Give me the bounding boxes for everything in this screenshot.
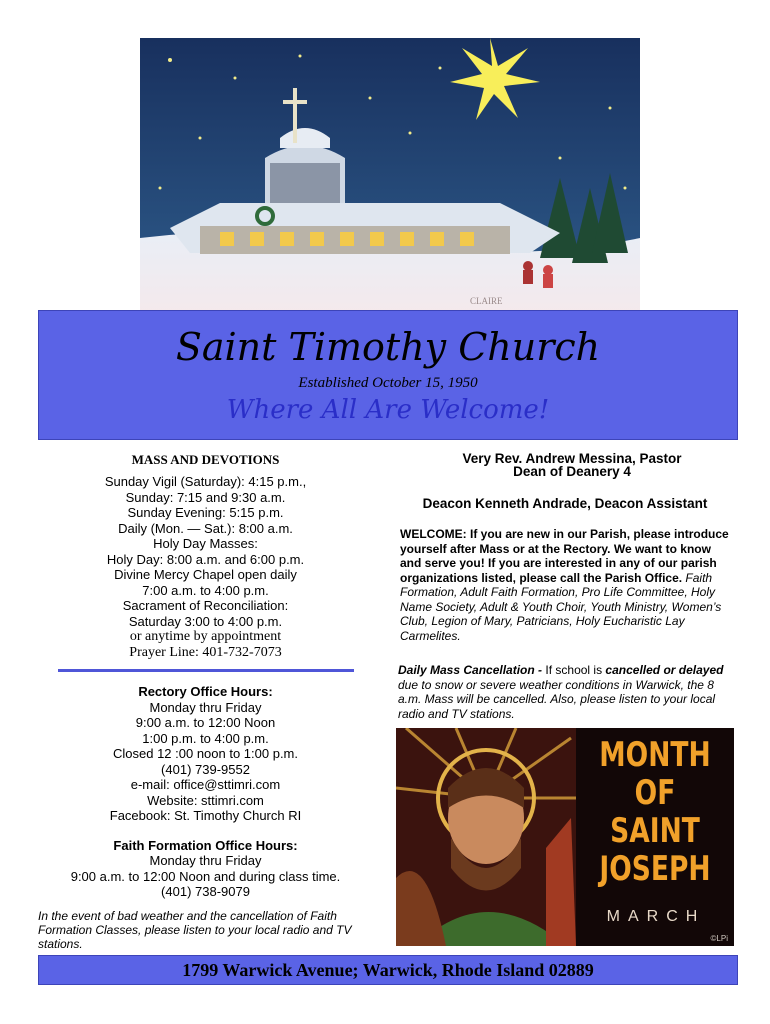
mass-heading: MASS AND DEVOTIONS <box>131 452 280 467</box>
cancellation-text-b: due to snow or severe weather conditions in Warwick, the 8 a.m. Mass will be cancelled. Also, please listen to your local radio and TV stations. <box>398 677 716 721</box>
welcome-paragraph <box>396 527 734 643</box>
mass-line: Saturday 3:00 to 4:00 p.m. <box>128 613 283 629</box>
mass-line: Sunday Vigil (Saturday): 4:15 p.m., <box>104 474 307 489</box>
welcome-organizations: Faith Formation, Adult Faith Formation, Pro Life Committee, Holy Name Society, Adult & Youth Choir, Youth Ministry, Women’s Club, Legion of Mary, Patricians, Holy Eucharistic Lay Carmelites. <box>400 570 722 643</box>
church-name: Saint Timothy Church <box>175 325 601 369</box>
section-divider <box>58 669 354 672</box>
rectory-line: Monday thru Friday <box>149 699 262 715</box>
faith-formation-heading: Faith Formation Office Hours: <box>113 837 298 853</box>
mass-line: Sacrament of Reconciliation: <box>122 598 289 613</box>
mass-line: Sunday Evening: 5:15 p.m. <box>127 505 284 520</box>
title-banner <box>38 310 738 440</box>
cancellation-bold: cancelled or delayed <box>605 663 724 677</box>
rectory-heading: Rectory Office Hours: <box>138 684 273 699</box>
welcome-bold-text: WELCOME: If you are new in our Parish, please introduce yourself after Mass or at the Rectory. We want to know and serve you! If you are interested in any of our parish organizations listed, please call the Parish Office. <box>400 527 729 585</box>
pastor-name: Very Rev. Andrew Messina, Pastor <box>462 451 682 466</box>
saint-joseph-title: MONTH OF SAINT JOSEPH <box>599 735 711 889</box>
rectory-facebook: Facebook: St. Timothy Church RI <box>109 808 302 823</box>
deacon-name: Deacon Kenneth Andrade, Deacon Assistant <box>422 496 708 511</box>
left-column <box>38 452 373 900</box>
rectory-line: 1:00 p.m. to 4:00 p.m. <box>142 730 269 746</box>
svg-text:CLAIRE: CLAIRE <box>470 296 503 306</box>
appointment-note: or anytime by appointment <box>129 629 282 644</box>
faith-formation-phone: (401) 738-9079 <box>161 884 250 899</box>
prayer-line: Prayer Line: 401-732-7073 <box>129 645 282 660</box>
address-footer: 1799 Warwick Avenue; Warwick, Rhode Island 02889 <box>38 955 738 985</box>
rectory-phone: (401) 739-9552 <box>161 761 250 777</box>
faith-formation-line: 9:00 a.m. to 12:00 Noon and during class time. <box>70 868 341 884</box>
cancellation-paragraph <box>396 663 734 721</box>
cancellation-text-a: If school is <box>545 663 606 677</box>
cancellation-lead: Daily Mass Cancellation - <box>398 663 546 677</box>
rectory-website: Website: sttimri.com <box>147 792 264 808</box>
mass-line: Daily (Mon. — Sat.): 8:00 a.m. <box>118 520 293 536</box>
mass-line: Holy Day: 8:00 a.m. and 6:00 p.m. <box>106 551 305 567</box>
mass-line: Sunday: 7:15 and 9:30 a.m. <box>125 489 286 505</box>
pastor-role: Dean of Deanery 4 <box>513 464 631 479</box>
mass-line: Holy Day Masses: <box>153 536 258 551</box>
image-credit: ©LPi <box>710 934 728 943</box>
mass-line: 7:00 a.m. to 4:00 p.m. <box>142 582 269 598</box>
tagline: Where All Are Welcome! <box>226 395 550 425</box>
rectory-email: e-mail: office@sttimri.com <box>130 777 281 792</box>
faith-formation-line: Monday thru Friday <box>149 853 262 868</box>
saint-joseph-image <box>396 728 734 946</box>
church-painting <box>140 38 640 314</box>
weather-note: In the event of bad weather and the cancellation of Faith Formation Classes, please listen to your local radio and TV stations. <box>38 909 352 951</box>
month-label: MARCH <box>606 908 706 925</box>
mass-line: Divine Mercy Chapel open daily <box>114 567 297 582</box>
rectory-line: Closed 12 :00 noon to 1:00 p.m. <box>112 746 298 761</box>
right-column <box>396 452 734 721</box>
established-date: Established October 15, 1950 <box>298 375 478 391</box>
rectory-line: 9:00 a.m. to 12:00 Noon <box>135 715 276 730</box>
